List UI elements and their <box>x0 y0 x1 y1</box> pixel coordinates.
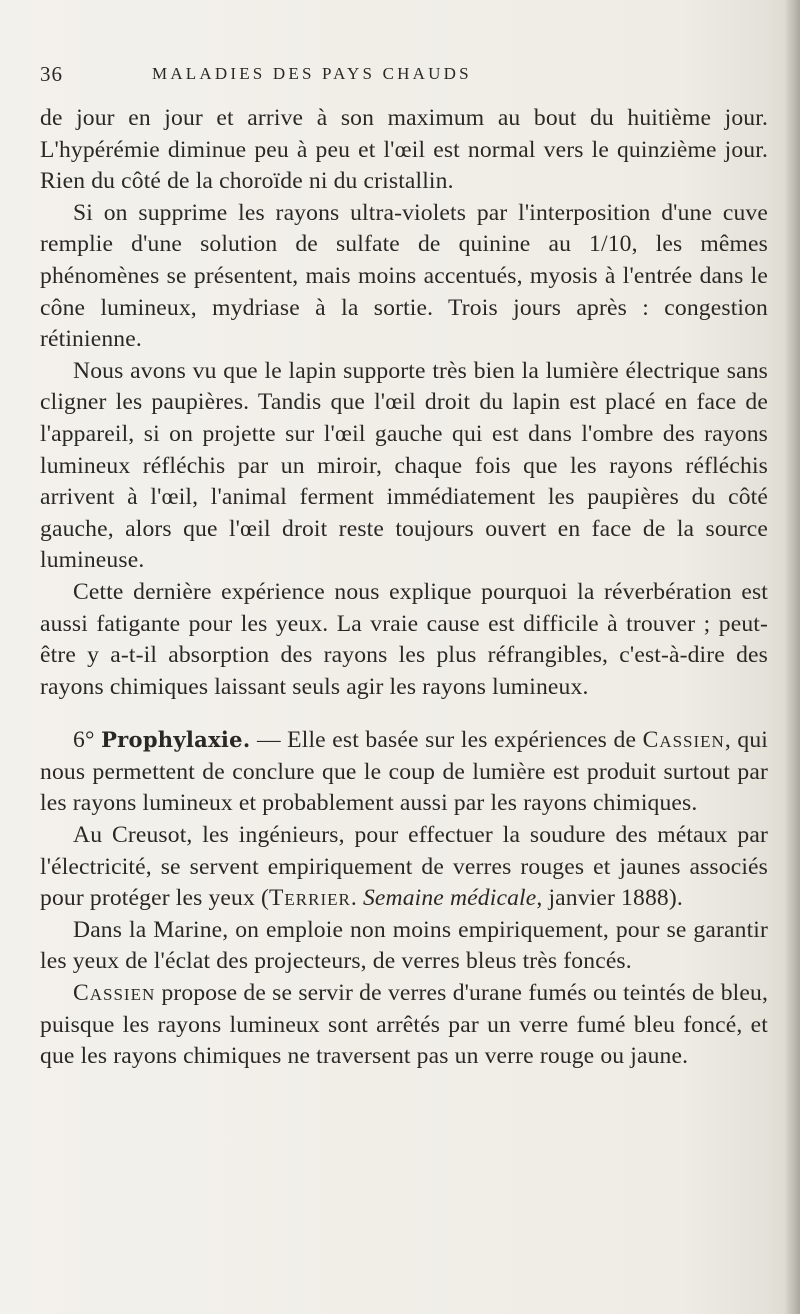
author-name: Terrier <box>268 885 351 912</box>
paragraph-6-text-c: , janvier 1888). <box>536 885 683 912</box>
paragraph-8 <box>40 978 768 1073</box>
paragraph-4: Cette dernière expérience nous explique pourquoi la réverbération est aussi fatigante pour les yeux. La vraie cause est difficile à trouver ; peut-être y a-t-il absorption des rayons les plus réfrangibles, c'est-à-dire des rayons chimiques laissant seuls agir les rayons lumineux. <box>40 578 768 700</box>
page-number: 36 <box>40 62 63 86</box>
section-number: 6° <box>73 727 95 754</box>
paragraph-7: Dans la Marine, on emploie non moins empiriquement, pour se garantir les yeux de l'éclat des projecteurs, de verres bleus très foncés. <box>40 916 768 975</box>
author-name: Cassien <box>73 980 156 1007</box>
paragraph-6-text-a: Au Creusot, les ingénieurs, pour effectuer la soudure des métaux par l'électricité, se servent empiriquement de verres rouges et jaunes associés pour protéger les yeux ( <box>40 822 768 912</box>
section-text-a: — Elle est basée sur les expériences de <box>250 727 643 754</box>
body-text <box>40 103 768 1073</box>
page-edge <box>786 0 800 1314</box>
section-text-b: , qui nous permettent de conclure que le coup de lumière est produit surtout par les rayons lumineux et probablement aussi par les rayons chimiques. <box>40 727 768 817</box>
paragraph-8-text: propose de se servir de verres d'urane fumés ou teintés de bleu, puisque les rayons lumineux sont arrêtés par un verre fumé bleu foncé, et que les rayons chimiques ne traversent pas un verre rouge ou jaune. <box>40 980 768 1070</box>
paragraph-2: Si on supprime les rayons ultra-violets par l'interposition d'une cuve remplie d'une solution de sulfate de quinine au 1/10, les mêmes phénomènes se présentent, mais moins accentués, myosis à l'entrée dans le cône lumineux, mydriase à la sortie. Trois jours après : congestion rétinienne. <box>40 199 768 353</box>
running-title: MALADIES DES PAYS CHAUDS <box>152 64 472 83</box>
paragraph-3: Nous avons vu que le lapin supporte très bien la lumière électrique sans cligner les paupières. Tandis que l'œil droit du lapin est placé en face de l'appareil, si on projette sur l'œil gauche qui est dans l'ombre des rayons lumineux réfléchis par un miroir, chaque fois que les rayons réfléchis arrivent à l'œil, l'animal ferment immédiatement les paupières du côté gauche, alors que l'œil droit reste toujours ouvert en face de la source lumineuse. <box>40 357 768 574</box>
page-header <box>40 62 760 92</box>
journal-title: Semaine médicale <box>362 885 537 912</box>
section-heading: Prophylaxie. <box>101 727 251 753</box>
author-name: Cassien <box>642 727 725 754</box>
paragraph-1: de jour en jour et arrive à son maximum au bout du huitième jour. L'hypérémie diminue peu à peu et l'œil est normal vers le quinzième jour. Rien du côté de la choroïde ni du cristallin. <box>40 105 768 195</box>
paragraph-6-text-b: . <box>350 885 363 912</box>
section-prophylaxie <box>40 724 768 820</box>
paragraph-6 <box>40 820 768 915</box>
